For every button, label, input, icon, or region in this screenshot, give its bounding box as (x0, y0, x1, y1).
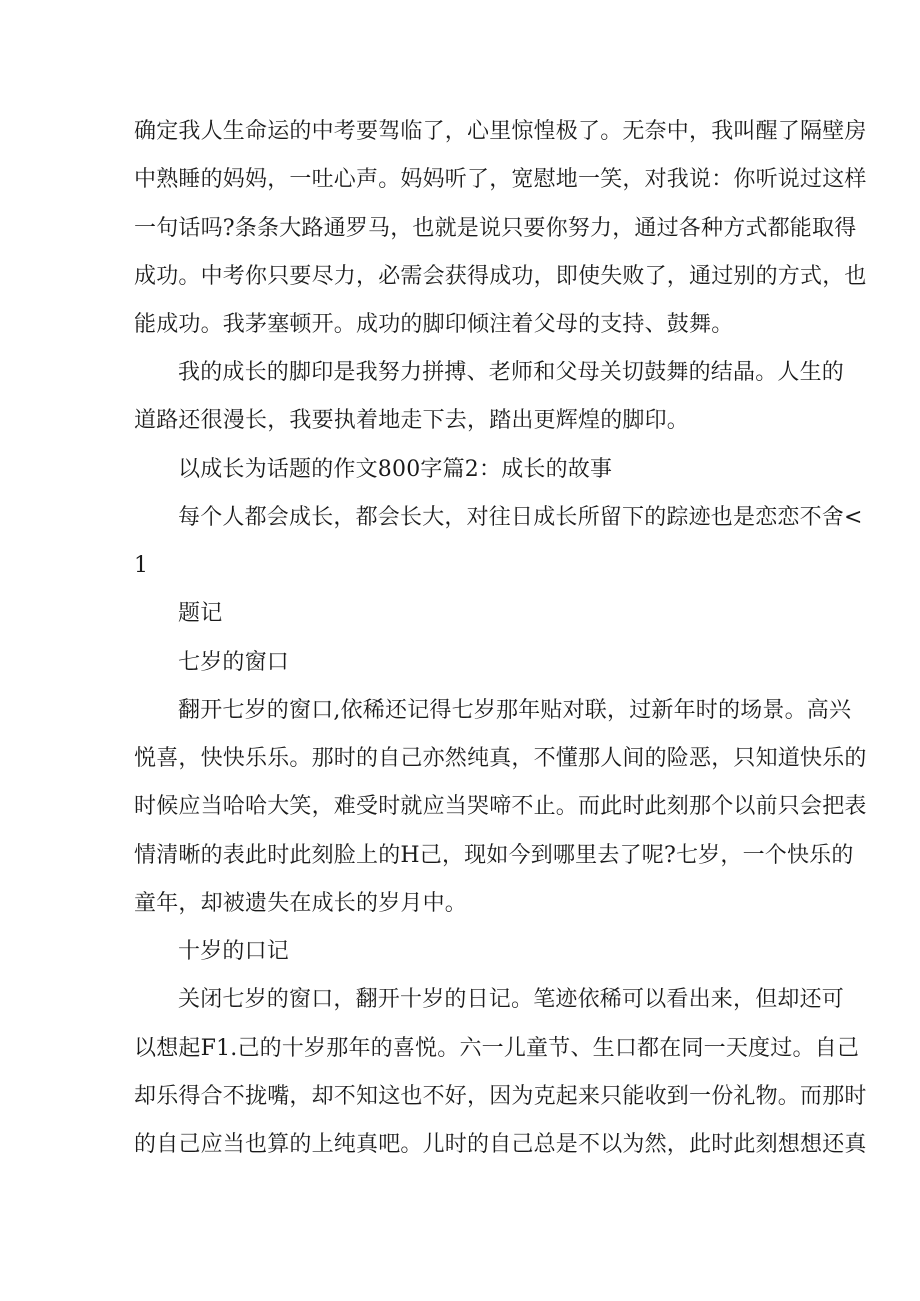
text-line: 1 (134, 553, 149, 578)
text-line: 时候应当哈哈大笑，难受时就应当哭啼不止。而此时此刻那个以前只会把表 (134, 794, 867, 819)
text-line: 悦喜，快快乐乐。那时的自己亦然纯真，不懂那人间的险恶，只知道快乐的 (134, 746, 867, 771)
text-line: 童年，却被遗失在成长的岁月中。 (134, 891, 468, 916)
epigraph-label: 题记 (178, 601, 223, 626)
subheading: 七岁的窗口 (178, 650, 290, 675)
text-line: 成功。中考你只要尽力，必需会获得成功，即使失败了，通过别的方式，也 (134, 264, 867, 289)
text-line: 的自己应当也算的上纯真吧。儿时的自己总是不以为然，此时此刻想想还真 (134, 1132, 867, 1157)
text-line: 确定我人生命运的中考要驾临了，心里惊惶极了。无奈中，我叫醒了隔壁房 (134, 119, 867, 144)
text-line: 关闭七岁的窗口，翻开十岁的日记。笔迹依稀可以看出来，但却还可 (178, 987, 845, 1012)
text-line: 中熟睡的妈妈，一吐心声。妈妈听了，宽慰地一笑，对我说：你听说过这样 (134, 167, 867, 192)
text-line: 翻开七岁的窗口,依稀还记得七岁那年贴对联，过新年时的场景。高兴 (178, 698, 852, 723)
text-line: 能成功。我茅塞顿开。成功的脚印倾注着父母的支持、鼓舞。 (134, 312, 734, 337)
text-line: 以想起F1.己的十岁那年的喜悦。六一儿童节、生口都在同一天度过。自己 (134, 1036, 860, 1061)
text-line: 却乐得合不拢嘴，却不知这也不好，因为克起来只能收到一份礼物。而那时 (134, 1084, 867, 1109)
section-heading: 以成长为话题的作文800字篇2：成长的故事 (178, 457, 613, 482)
subheading: 十岁的口记 (178, 939, 290, 964)
text-line: 我的成长的脚印是我努力拼搏、老师和父母关切鼓舞的结晶。人生的 (178, 360, 845, 385)
text-line: 情清晰的表此时此刻脸上的H己，现如今到哪里去了呢?七岁，一个快乐的 (134, 843, 854, 868)
text-line: 一句话吗?条条大路通罗马，也就是说只要你努力，通过各种方式都能取得 (134, 216, 857, 241)
text-line: 道路还很漫长，我要执着地走下去，踏出更辉煌的脚印。 (134, 408, 690, 433)
text-line: 每个人都会成长，都会长大，对往日成长所留下的踪迹也是恋恋不舍< (178, 505, 863, 530)
